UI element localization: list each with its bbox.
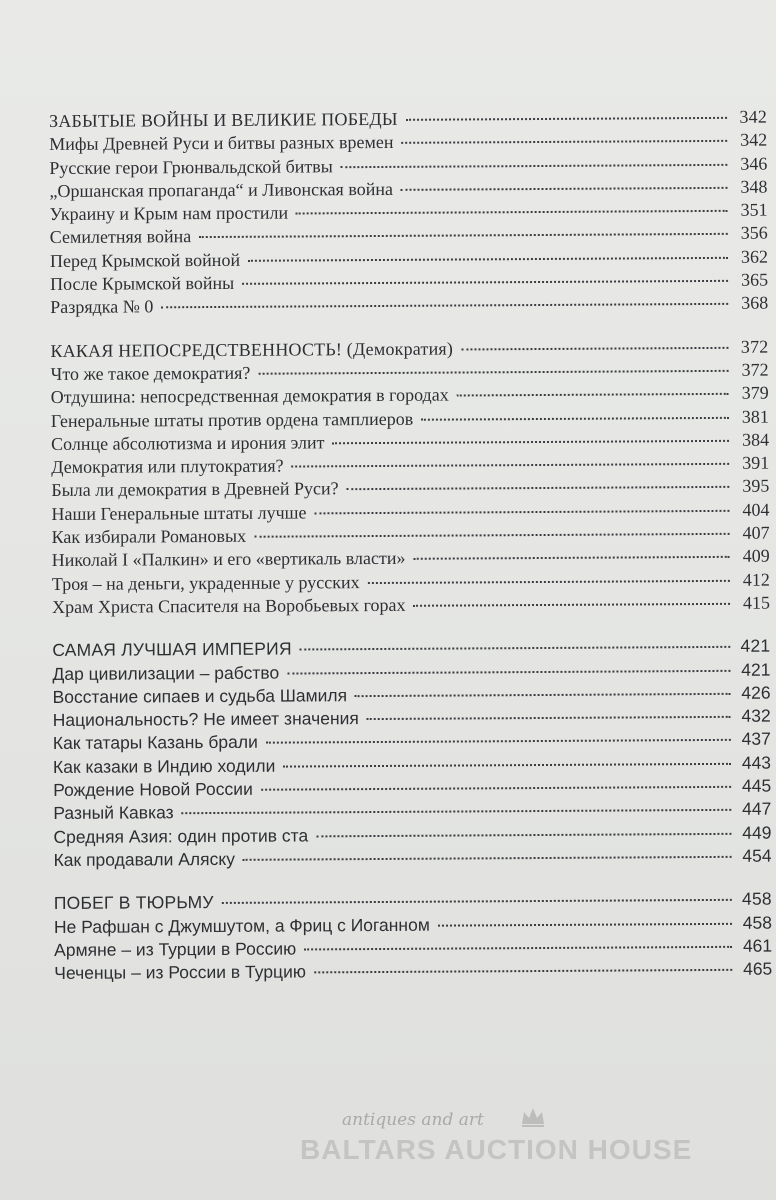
dot-leader bbox=[243, 856, 732, 861]
dot-leader bbox=[283, 763, 731, 768]
toc-entry-title: Мифы Древней Руси и битвы разных времен bbox=[49, 132, 394, 155]
toc-entry-title: Отдушина: непосредственная демократия в городах bbox=[50, 384, 449, 408]
toc-entry-title: Чеченцы – из России в Турцию bbox=[54, 961, 307, 984]
toc-entry-page: 356 bbox=[740, 223, 768, 244]
toc-entry-title: Солнце абсолютизма и ирония элит bbox=[50, 432, 325, 454]
dot-leader bbox=[287, 669, 730, 674]
toc-entry-title: Как татары Казань брали bbox=[52, 732, 258, 754]
toc-entry-page: 432 bbox=[741, 705, 771, 726]
dot-leader bbox=[248, 257, 728, 262]
toc-entry-page: 365 bbox=[740, 269, 769, 290]
toc-entry-title: Разрядка № 0 bbox=[50, 296, 154, 318]
toc-entry-title: Храм Христа Спасителя на Воробьевых горах bbox=[51, 594, 406, 617]
dot-leader bbox=[367, 716, 731, 720]
toc-entry-title: После Крымской войны bbox=[50, 272, 235, 295]
dot-leader bbox=[341, 163, 728, 167]
dot-leader bbox=[182, 809, 732, 814]
toc-entry-title: Была ли демократия в Древней Руси? bbox=[51, 478, 339, 501]
dot-leader bbox=[413, 603, 730, 607]
toc-entry-page: 372 bbox=[741, 359, 769, 380]
toc-entry-page: 461 bbox=[742, 935, 773, 956]
toc-entry-page: 379 bbox=[741, 382, 769, 404]
toc-entry-title: Армяне – из Турции в Россию bbox=[54, 938, 297, 960]
toc-entry-title: Генеральные штаты против ордена тамплиеров bbox=[50, 408, 414, 431]
dot-leader bbox=[401, 140, 727, 144]
toc-heading-page: 372 bbox=[740, 336, 769, 357]
toc-entry-title: Разный Кавказ bbox=[53, 802, 174, 824]
toc-entry-title: Русские герои Грюнвальдской битвы bbox=[49, 155, 333, 178]
toc-entry-page: 443 bbox=[741, 752, 772, 773]
dot-leader bbox=[401, 187, 728, 191]
toc-entry-page: 437 bbox=[741, 729, 771, 750]
dot-leader bbox=[438, 922, 732, 926]
toc-entry-title: Перед Крымской войной bbox=[49, 249, 241, 271]
toc-entry-title: Дар цивилизации – рабство bbox=[52, 662, 280, 684]
toc-entry-page: 449 bbox=[742, 822, 772, 843]
toc-entry-page: 415 bbox=[742, 592, 771, 613]
dot-leader bbox=[421, 416, 729, 420]
toc-entry-page: 458 bbox=[742, 912, 773, 933]
dot-leader bbox=[457, 393, 729, 397]
toc-entry-title: Восстание сипаев и судьба Шамиля bbox=[52, 685, 348, 707]
dot-leader bbox=[300, 646, 731, 651]
table-of-contents bbox=[49, 106, 772, 1006]
dot-leader bbox=[406, 117, 727, 121]
toc-section-democracy bbox=[50, 335, 770, 619]
toc-entry-title: Национальность? Не имеет значения bbox=[52, 708, 359, 731]
dot-leader bbox=[461, 347, 728, 351]
dot-leader bbox=[266, 739, 731, 744]
toc-entry-page: 409 bbox=[742, 545, 770, 567]
toc-entry-page: 348 bbox=[740, 176, 768, 197]
toc-entry-page: 454 bbox=[742, 845, 772, 866]
toc-entry-title: Демократия или плутократия? bbox=[51, 455, 284, 478]
dot-leader bbox=[316, 832, 731, 837]
toc-entry-page: 445 bbox=[741, 775, 772, 796]
toc-entry-title: Николай I «Палкин» и его «вертикаль власти» bbox=[51, 548, 406, 571]
toc-entry-title: Семилетняя война bbox=[49, 226, 192, 248]
toc-entry-title: Украину и Крым нам простили bbox=[49, 202, 289, 225]
toc-entry-page: 342 bbox=[740, 129, 768, 151]
dot-leader bbox=[258, 370, 728, 375]
dot-leader bbox=[254, 533, 729, 538]
toc-entry-page: 407 bbox=[742, 522, 770, 543]
dot-leader bbox=[332, 440, 729, 444]
toc-entry-page: 381 bbox=[741, 406, 769, 427]
toc-entry-page: 426 bbox=[741, 682, 771, 703]
dot-leader bbox=[292, 463, 730, 468]
toc-entry-title: Как продавали Аляску bbox=[53, 848, 235, 870]
toc-entry-title: Как казаки в Индию ходили bbox=[52, 755, 276, 777]
toc-entry-title: „Оршанская пропаганда“ и Ливонская война bbox=[49, 178, 394, 201]
dot-leader bbox=[222, 899, 732, 904]
dot-leader bbox=[304, 946, 732, 951]
toc-entry-title: Наши Генеральные штаты лучше bbox=[51, 502, 307, 524]
toc-heading-title: ПОБЕГ В ТЮРЬМУ bbox=[53, 892, 214, 914]
toc-entry-title: Что же такое демократия? bbox=[50, 362, 251, 384]
toc-section-best-empire bbox=[52, 635, 771, 872]
toc-entry-page: 395 bbox=[742, 476, 770, 497]
toc-section-escape-to-prison bbox=[54, 888, 773, 986]
toc-entry-page: 351 bbox=[740, 199, 768, 220]
toc-entry-title: Троя – на деньги, украденные у русских bbox=[51, 571, 360, 594]
toc-section-forgotten-wars bbox=[49, 106, 768, 320]
toc-entry-title: Как избирали Романовых bbox=[51, 525, 247, 548]
toc-heading-page: 458 bbox=[741, 888, 772, 909]
watermark bbox=[300, 1110, 700, 1180]
dot-leader bbox=[242, 280, 728, 285]
toc-heading-page: 421 bbox=[740, 635, 771, 657]
toc-entry-title: Не Рафшан с Джумшутом, а Фриц с Иоганном bbox=[53, 914, 430, 937]
dot-leader bbox=[161, 303, 728, 308]
toc-entry-page: 362 bbox=[740, 246, 768, 267]
toc-entry-page: 412 bbox=[742, 569, 770, 590]
toc-entry-title: Средняя Азия: один против ста bbox=[53, 825, 309, 847]
toc-entry-title: Рождение Новой России bbox=[53, 778, 253, 801]
dot-leader bbox=[355, 693, 731, 697]
toc-heading-title: ЗАБЫТЫЕ ВОЙНЫ И ВЕЛИКИЕ ПОБЕДЫ bbox=[49, 108, 398, 131]
dot-leader bbox=[296, 210, 728, 215]
dot-leader bbox=[413, 556, 729, 560]
toc-entry bbox=[54, 958, 772, 986]
toc-entry-page: 391 bbox=[742, 452, 770, 473]
toc-entry bbox=[52, 592, 770, 620]
dot-leader bbox=[314, 510, 729, 515]
toc-entry bbox=[50, 292, 768, 320]
dot-leader bbox=[314, 969, 732, 974]
toc-heading-title: САМАЯ ЛУЧШАЯ ИМПЕРИЯ bbox=[52, 638, 292, 661]
toc-entry-page: 384 bbox=[741, 429, 770, 450]
toc-entry-page: 368 bbox=[741, 292, 769, 314]
toc-entry bbox=[54, 845, 772, 873]
watermark-name: BALTARS AUCTION HOUSE bbox=[300, 1134, 693, 1165]
toc-entry-page: 404 bbox=[742, 499, 770, 520]
dot-leader bbox=[199, 233, 728, 238]
toc-heading-title: КАКАЯ НЕПОСРЕДСТВЕННОСТЬ! (Демократия) bbox=[50, 338, 454, 361]
crown-icon bbox=[520, 1106, 546, 1128]
toc-entry-page: 421 bbox=[741, 659, 771, 680]
watermark-tagline: antiques and art bbox=[342, 1110, 484, 1130]
dot-leader bbox=[261, 786, 731, 791]
toc-entry-page: 447 bbox=[742, 798, 772, 820]
dot-leader bbox=[368, 579, 730, 583]
toc-heading-page: 342 bbox=[739, 106, 768, 127]
toc-entry-page: 346 bbox=[740, 153, 768, 174]
dot-leader bbox=[347, 486, 730, 490]
toc-entry-page: 465 bbox=[742, 958, 773, 979]
